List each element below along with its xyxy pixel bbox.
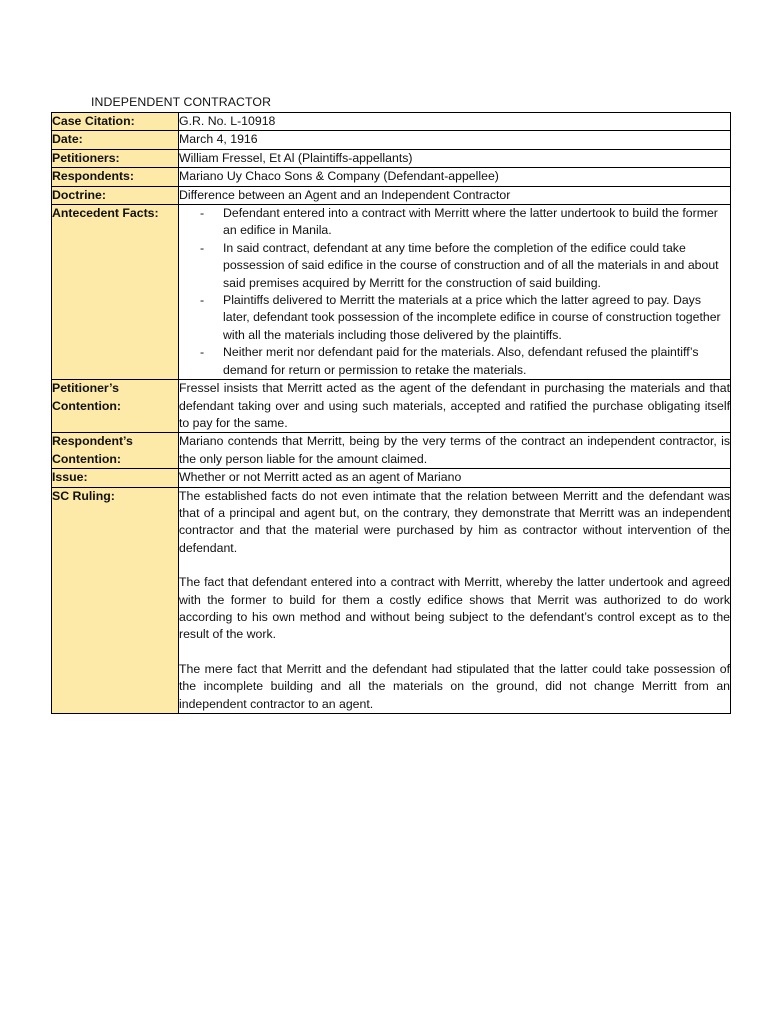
antecedent-facts-value [179, 205, 731, 380]
table-row [52, 131, 731, 149]
petitioners-value: William Fressel, Et Al (Plaintiffs-appellants) [179, 149, 731, 167]
petitioner-contention-value: Fressel insists that Merritt acted as the agent of the defendant in purchasing the materials and that defendant taking over and using such materials, accepted and ratified the purchase obligating itself to pay for the same. [179, 380, 731, 433]
sc-ruling-paragraph: The fact that defendant entered into a contract with Merritt, whereby the latter undertook and agreed with the former to build for them a costly edifice shows that Merrit was authorized to do work according to his own method and without being subject to the defendant’s control except as to the result of the work. [179, 575, 730, 642]
antecedent-facts-label: Antecedent Facts: [52, 205, 179, 380]
table-row [52, 487, 731, 713]
doctrine-value: Difference between an Agent and an Independent Contractor [179, 186, 731, 204]
petitioner-contention-label [52, 380, 179, 433]
petitioners-label: Petitioners: [52, 149, 179, 167]
table-row [52, 113, 731, 131]
antecedent-facts-list [179, 205, 730, 379]
sc-ruling-label: SC Ruling: [52, 487, 179, 713]
petitioner-contention-label-line2: Contention: [52, 398, 121, 413]
list-item: - Plaintiffs delivered to Merritt the materials at a price which the latter agreed to pay. Days later, defendant took possession of the incomplete edifice in course of construction together with all the materials including those delivered by the plaintiffs. [179, 292, 730, 344]
table-row [52, 168, 731, 186]
respondent-contention-value: Mariano contends that Merritt, being by the very terms of the contract an independent contractor, is the only person liable for the amount claimed. [179, 433, 731, 469]
case-digest-table [51, 112, 731, 714]
petitioner-contention-label-line1: Petitioner’s [52, 381, 119, 396]
doctrine-label: Doctrine: [52, 186, 179, 204]
issue-label: Issue: [52, 469, 179, 487]
table-row [52, 205, 731, 380]
table-row [52, 149, 731, 167]
table-row [52, 186, 731, 204]
respondent-contention-label-line1: Respondent’s [52, 434, 133, 449]
document-title: INDEPENDENT CONTRACTOR [91, 95, 272, 109]
case-citation-value: G.R. No. L-10918 [179, 113, 731, 131]
respondents-value: Mariano Uy Chaco Sons & Company (Defendant-appellee) [179, 168, 731, 186]
sc-ruling-paragraph: The mere fact that Merritt and the defendant had stipulated that the latter could take possession of the incomplete building and all the materials on the ground, did not change Merritt from an independent contractor to an agent. [179, 661, 730, 711]
table-row [52, 380, 731, 433]
sc-ruling-paragraph: The established facts do not even intimate that the relation between Merritt and the defendant was that of a principal and agent but, on the contrary, they demonstrate that Merritt was an independent contractor and that the material were purchased by him as contractor without intervention of the defendant. [179, 488, 730, 555]
issue-value: Whether or not Merritt acted as an agent of Mariano [179, 469, 731, 487]
table-row [52, 469, 731, 487]
list-item: - Defendant entered into a contract with Merritt where the latter undertook to build the former an edifice in Manila. [179, 205, 730, 240]
respondents-label: Respondents: [52, 168, 179, 186]
case-citation-label: Case Citation: [52, 113, 179, 131]
list-item: - In said contract, defendant at any time before the completion of the edifice could take possession of said edifice in the course of construction and of all the materials in and about said premises acquired by Merritt for the construction of said building. [179, 240, 730, 292]
respondent-contention-label-line2: Contention: [52, 451, 121, 466]
date-value: March 4, 1916 [179, 131, 731, 149]
respondent-contention-label [52, 433, 179, 469]
list-item: - Neither merit nor defendant paid for the materials. Also, defendant refused the plaintiff’s demand for return or permission to retake the materials. [179, 344, 730, 379]
sc-ruling-value [179, 487, 731, 713]
date-label: Date: [52, 131, 179, 149]
table-row [52, 433, 731, 469]
